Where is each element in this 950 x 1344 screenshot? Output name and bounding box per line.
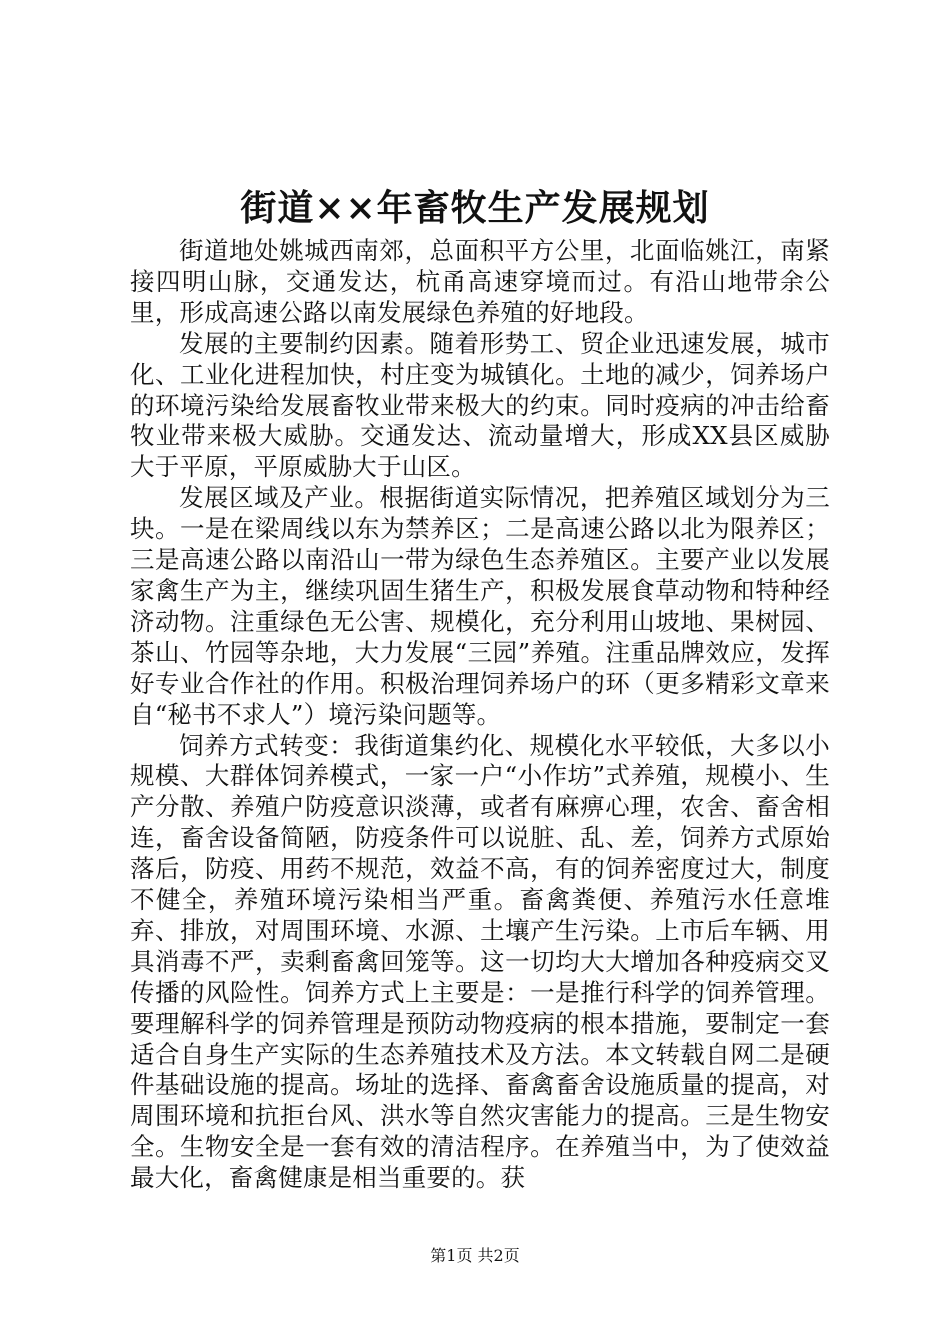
page-number-footer: 第1页 共2页 xyxy=(430,1246,520,1265)
paragraph-constraints: 发展的主要制约因素。随着形势工、贸企业迅速发展，城市化、工业化进程加快，村庄变为城镇化。土地的减少，饲养场户的环境污染给发展畜牧业带来极大的约束。同时疫病的冲击给畜牧业带来极大威胁。交通发达、流动量增大，形成XX县区威胁大于平原，平原威胁大于山区。 xyxy=(130,328,830,482)
document-title: 街道××年畜牧生产发展规划 xyxy=(240,187,710,229)
document-body xyxy=(130,236,830,1194)
paragraph-regions-industry: 发展区域及产业。根据街道实际情况，把养殖区域划分为三块。一是在梁周线以东为禁养区；二是高速公路以北为限养区；三是高速公路以南沿山一带为绿色生态养殖区。主要产业以发展家禽生产为主，继续巩固生猪生产，积极发展食草动物和特种经济动物。注重绿色无公害、规模化，充分利用山坡地、果树园、茶山、竹园等杂地，大力发展“三园”养殖。注重品牌效应，发挥好专业合作社的作用。积极治理饲养场户的环（更多精彩文章来自“秘书不求人”）境污染问题等。 xyxy=(130,483,830,729)
paragraph-farming-methods: 饲养方式转变：我街道集约化、规模化水平较低，大多以小规模、大群体饲养模式，一家一户“小作坊”式养殖，规模小、生产分散、养殖户防疫意识淡薄，或者有麻痹心理，农舍、畜舍相连，畜舍设备简陋，防疫条件可以说脏、乱、差，饲养方式原始落后，防疫、用药不规范，效益不高，有的饲养密度过大，制度不健全，养殖环境污染相当严重。畜禽粪便、养殖污水任意堆弃、排放，对周围环境、水源、土壤产生污染。上市后车辆、用具消毒不严，卖剩畜禽回笼等。这一切均大大增加各种疫病交叉传播的风险性。饲养方式上主要是：一是推行科学的饲养管理。要理解科学的饲养管理是预防动物疫病的根本措施，要制定一套适合自身生产实际的生态养殖技术及方法。本文转载自网二是硬件基础设施的提高。场址的选择、畜禽畜舍设施质量的提高，对周围环境和抗拒台风、洪水等自然灾害能力的提高。三是生物安全。生物安全是一套有效的清洁程序。在养殖当中，为了使效益最大化，畜禽健康是相当重要的。获 xyxy=(130,730,830,1193)
paragraph-location: 街道地处姚城西南郊，总面积平方公里，北面临姚江，南紧接四明山脉，交通发达，杭甬高速穿境而过。有沿山地带余公里，形成高速公路以南发展绿色养殖的好地段。 xyxy=(130,236,830,327)
